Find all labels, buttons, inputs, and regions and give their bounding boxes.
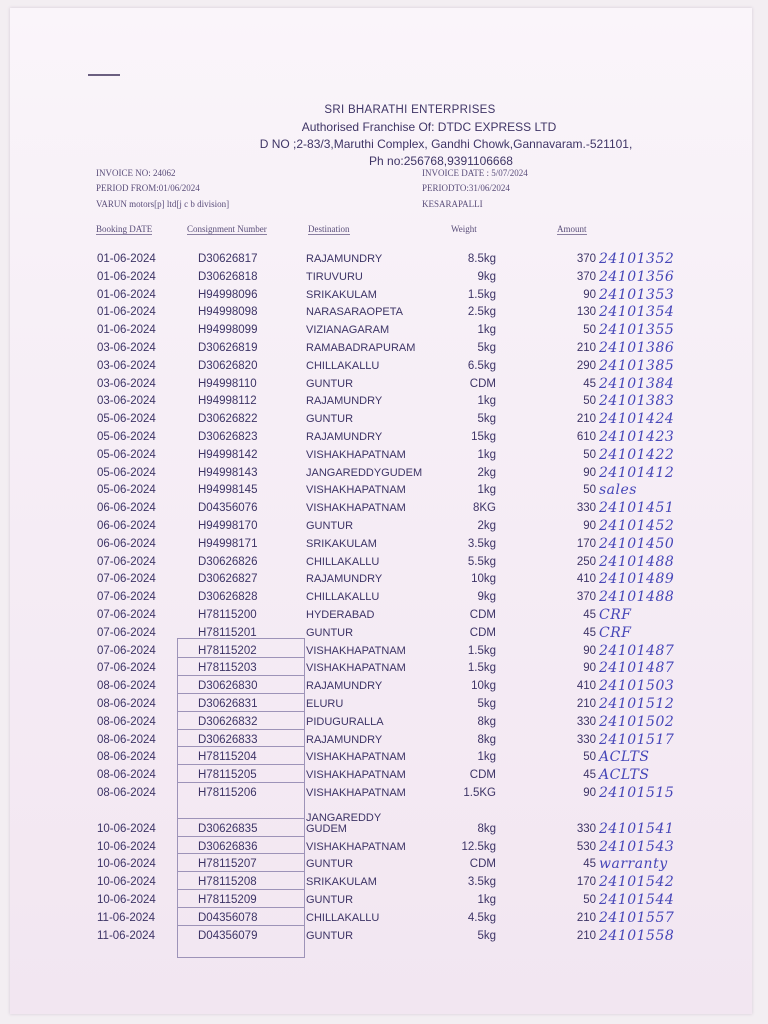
handwritten-note: sales	[599, 482, 637, 499]
destination: ELURU	[306, 698, 344, 710]
destination: GUNTUR	[306, 858, 354, 871]
destination: RAJAMUNDRY	[306, 573, 383, 586]
invoice-header	[10, 102, 752, 170]
weight: 1.5kg	[467, 662, 496, 675]
destination: VISHAKHAPATNAM	[306, 751, 406, 764]
weight: 2kg	[477, 466, 496, 479]
amount: 250	[576, 555, 596, 568]
consignment-number: D30626823	[198, 431, 258, 443]
amount: 210	[576, 911, 596, 924]
consignment-number: D04356079	[198, 929, 258, 942]
handwritten-note: 24101503	[599, 678, 675, 695]
handwritten-note: 24101383	[599, 393, 675, 410]
handwritten-note: 24101541	[599, 820, 675, 837]
destination: GUNTUR	[306, 520, 354, 532]
booking-date: 10-06-2024	[97, 876, 156, 889]
consignment-number: D30626828	[198, 591, 258, 604]
weight: 8.5kg	[467, 253, 496, 265]
consignment-number: D30626832	[198, 715, 258, 728]
weight: 10kg	[471, 680, 496, 693]
amount: 90	[583, 787, 596, 799]
booking-date: 01-06-2024	[97, 270, 156, 283]
weight: 6.5kg	[467, 359, 496, 372]
handwritten-note: 24101557	[599, 909, 675, 926]
booking-date: 07-06-2024	[97, 662, 156, 675]
weight: 10kg	[471, 573, 496, 586]
amount: 210	[576, 698, 596, 710]
amount: 50	[583, 395, 596, 408]
consignment-number: D30626820	[198, 359, 258, 372]
booking-date: 03-06-2024	[97, 395, 156, 408]
weight: 1kg	[477, 324, 496, 337]
weight: 5.5kg	[467, 555, 496, 568]
booking-date: 05-06-2024	[97, 413, 156, 426]
destination: RAJAMUNDRY	[306, 431, 383, 443]
consignment-number: H94998170	[198, 520, 258, 532]
destination: NARASARAOPETA	[306, 306, 403, 319]
amount: 290	[576, 359, 596, 372]
consignment-number: H94998145	[198, 484, 258, 497]
consignment-number: D30626827	[198, 573, 258, 586]
booking-date: 10-06-2024	[97, 894, 156, 906]
col-header-weight: Weight	[451, 224, 477, 234]
amount: 170	[576, 537, 596, 550]
consignment-number: H78115205	[198, 769, 257, 782]
weight: 12.5kg	[461, 840, 496, 853]
amount: 330	[576, 502, 596, 515]
destination: VISHAKHAPATNAM	[306, 662, 406, 675]
amount: 330	[576, 715, 596, 728]
handwritten-note: ACLTS	[599, 749, 650, 766]
invoice-number: INVOICE NO: 24062	[96, 168, 176, 178]
destination: RAMABADRAPURAM	[306, 342, 416, 354]
weight: 1.5kg	[467, 288, 496, 301]
customer-location: KESARAPALLI	[422, 199, 483, 209]
amount: 610	[576, 431, 596, 443]
booking-date: 05-06-2024	[97, 448, 156, 461]
amount: 90	[583, 288, 596, 301]
destination: GUDEM	[306, 822, 347, 835]
weight: 1kg	[477, 751, 496, 764]
consignment-number: D30626836	[198, 840, 258, 853]
handwritten-note: 24101558	[599, 927, 675, 944]
destination: GUNTUR	[306, 894, 354, 906]
handwritten-note: CRF	[599, 607, 632, 623]
consignment-number: D30626817	[198, 253, 258, 265]
destination: CHILLAKALLU	[306, 591, 380, 604]
amount: 370	[576, 270, 596, 283]
booking-date: 08-06-2024	[97, 680, 156, 693]
amount: 370	[576, 253, 596, 265]
destination: SRIKAKULAM	[306, 288, 377, 301]
handwritten-note: 24101450	[599, 535, 675, 552]
destination: VISHAKHAPATNAM	[306, 787, 406, 799]
amount: 330	[576, 822, 596, 835]
handwritten-note: 24101515	[599, 785, 675, 801]
weight: CDM	[469, 769, 496, 782]
consignment-number: D04356076	[198, 502, 258, 515]
consignment-number: H94998110	[198, 377, 257, 390]
weight: 8KG	[472, 502, 496, 515]
booking-date: 01-06-2024	[97, 306, 156, 319]
booking-date: 01-06-2024	[97, 324, 156, 337]
amount: 45	[583, 858, 596, 871]
weight: 1kg	[477, 894, 496, 906]
destination: VIZIANAGARAM	[306, 324, 390, 337]
booking-date: 06-06-2024	[97, 520, 156, 532]
weight: 1.5kg	[467, 644, 496, 657]
weight: 2.5kg	[467, 306, 496, 319]
weight: 5kg	[477, 929, 496, 942]
destination: GUNTUR	[306, 413, 354, 426]
consignment-number: H94998096	[198, 288, 258, 301]
weight: 9kg	[477, 270, 496, 283]
amount: 45	[583, 377, 596, 390]
handwritten-note: 24101542	[599, 874, 675, 891]
booking-date: 03-06-2024	[97, 359, 156, 372]
col-header-date: Booking DATE	[96, 224, 153, 234]
amount: 50	[583, 484, 596, 497]
consignment-number: D30626833	[198, 733, 258, 746]
weight: 1.5KG	[463, 787, 496, 799]
booking-date: 11-06-2024	[97, 929, 155, 942]
destination: VISHAKHAPATNAM	[306, 502, 406, 515]
handwritten-note: 24101353	[599, 286, 675, 303]
period-from: PERIOD FROM:01/06/2024	[96, 183, 200, 193]
amount: 45	[583, 626, 596, 639]
destination: RAJAMUNDRY	[306, 395, 383, 408]
destination: VISHAKHAPATNAM	[306, 448, 406, 461]
amount: 410	[576, 680, 596, 693]
consignment-number: D30626818	[198, 270, 258, 283]
handwritten-note: warranty	[599, 856, 668, 873]
destination: GUNTUR	[306, 929, 354, 942]
handwritten-note: 24101488	[599, 553, 675, 570]
booking-date: 07-06-2024	[97, 609, 156, 621]
handwritten-note: 24101384	[599, 375, 675, 392]
pen-mark	[88, 74, 120, 76]
booking-date: 07-06-2024	[97, 644, 156, 657]
consignment-number: H78115206	[198, 787, 257, 799]
amount: 210	[576, 413, 596, 426]
weight: 8kg	[477, 715, 496, 728]
weight: 4.5kg	[467, 911, 496, 924]
handwritten-note: 24101422	[599, 446, 675, 463]
weight: 5kg	[477, 413, 496, 426]
wrapped-destination: JANGAREDDY	[306, 812, 382, 824]
handwritten-note: 24101451	[599, 500, 675, 517]
booking-date: 07-06-2024	[97, 591, 156, 604]
handwritten-note: 24101423	[599, 429, 675, 445]
consignment-number: H94998099	[198, 324, 258, 337]
booking-date: 05-06-2024	[97, 484, 156, 497]
amount: 50	[583, 751, 596, 764]
destination: SRIKAKULAM	[306, 876, 377, 889]
handwritten-note: 24101489	[599, 571, 675, 588]
weight: 3.5kg	[467, 537, 496, 550]
handwritten-note: 24101487	[599, 660, 675, 677]
handwritten-note: 24101502	[599, 713, 675, 730]
weight: CDM	[469, 609, 496, 621]
destination: PIDUGURALLA	[306, 715, 384, 728]
weight: CDM	[469, 858, 496, 871]
col-header-amount: Amount	[557, 224, 587, 234]
weight: 3.5kg	[467, 876, 496, 889]
handwritten-note: 24101352	[599, 251, 675, 267]
weight: 2kg	[477, 520, 496, 532]
consignment-number: H78115202	[198, 644, 257, 657]
col-header-destination: Destination	[308, 224, 350, 234]
amount: 370	[576, 591, 596, 604]
consignment-number: D30626830	[198, 680, 258, 693]
destination: HYDERABAD	[306, 609, 375, 621]
destination: TIRUVURU	[306, 270, 363, 283]
destination: VISHAKHAPATNAM	[306, 644, 406, 657]
amount: 530	[576, 840, 596, 853]
consignment-number: D30626831	[198, 698, 258, 710]
weight: CDM	[469, 377, 496, 390]
booking-date: 07-06-2024	[97, 555, 156, 568]
consignment-number: H94998171	[198, 537, 258, 550]
consignment-number: H78115204	[198, 751, 257, 764]
consignment-number: H94998142	[198, 448, 258, 461]
invoice-sheet	[10, 8, 752, 1014]
booking-date: 03-06-2024	[97, 342, 156, 354]
destination: CHILLAKALLU	[306, 555, 380, 568]
booking-date: 06-06-2024	[97, 537, 156, 550]
booking-date: 10-06-2024	[97, 858, 156, 871]
destination: VISHAKHAPATNAM	[306, 769, 406, 782]
handwritten-note: 24101385	[599, 357, 675, 374]
booking-date: 08-06-2024	[97, 733, 156, 746]
booking-date: 07-06-2024	[97, 626, 156, 639]
amount: 45	[583, 769, 596, 782]
amount: 45	[583, 609, 596, 621]
col-header-consignment: Consignment Number	[187, 224, 267, 234]
amount: 90	[583, 520, 596, 532]
weight: CDM	[469, 626, 496, 639]
handwritten-note: 24101488	[599, 589, 675, 606]
handwritten-note: ACLTS	[599, 767, 650, 784]
handwritten-note: 24101543	[599, 838, 675, 855]
booking-date: 08-06-2024	[97, 787, 156, 799]
weight: 8kg	[477, 822, 496, 835]
weight: 5kg	[477, 698, 496, 710]
box-grid-line	[177, 818, 304, 819]
handwritten-note: 24101512	[599, 696, 675, 712]
consignment-number: D30626835	[198, 822, 258, 835]
handwritten-note: 24101356	[599, 268, 675, 285]
booking-date: 07-06-2024	[97, 573, 156, 586]
consignment-number: H78115203	[198, 662, 257, 675]
destination: RAJAMUNDRY	[306, 733, 383, 746]
booking-date: 01-06-2024	[97, 253, 156, 265]
booking-date: 06-06-2024	[97, 502, 156, 515]
destination: RAJAMUNDRY	[306, 253, 383, 265]
booking-date: 10-06-2024	[97, 840, 156, 853]
amount: 410	[576, 573, 596, 586]
phone-line: Ph no:256768,9391106668	[369, 154, 513, 168]
booking-date: 08-06-2024	[97, 751, 156, 764]
consignment-number: D30626822	[198, 413, 258, 426]
weight: 9kg	[477, 591, 496, 604]
company-name: SRI BHARATHI ENTERPRISES	[324, 104, 496, 116]
handwritten-note: 24101355	[599, 322, 675, 339]
destination: JANGAREDDYGUDEM	[306, 466, 423, 479]
period-to: PERIODTO:31/06/2024	[422, 183, 510, 193]
destination: GUNTUR	[306, 377, 354, 390]
handwritten-note: 24101424	[599, 411, 675, 428]
amount: 50	[583, 894, 596, 906]
amount: 50	[583, 324, 596, 337]
destination: RAJAMUNDRY	[306, 680, 383, 693]
booking-date: 03-06-2024	[97, 377, 156, 390]
destination: CHILLAKALLU	[306, 359, 380, 372]
consignment-number: H94998112	[198, 395, 257, 408]
customer-name: VARUN motors[p] ltd[j c b division]	[96, 199, 230, 209]
destination: GUNTUR	[306, 626, 354, 639]
consignment-number: H78115200	[198, 609, 257, 621]
consignment-number: H78115201	[198, 626, 257, 639]
invoice-date: INVOICE DATE : 5/07/2024	[422, 168, 528, 178]
destination: VISHAKHAPATNAM	[306, 484, 406, 497]
address-line: D NO ;2-83/3,Maruthi Complex, Gandhi Chowk,Gannavaram.-521101,	[259, 137, 633, 151]
destination: VISHAKHAPATNAM	[306, 840, 406, 853]
weight: 5kg	[477, 342, 496, 354]
weight: 1kg	[477, 395, 496, 408]
handwritten-note: 24101544	[599, 892, 675, 908]
amount: 50	[583, 448, 596, 461]
consignment-number: H78115207	[198, 858, 257, 871]
weight: 1kg	[477, 484, 496, 497]
consignment-number: H78115208	[198, 876, 257, 889]
booking-date: 01-06-2024	[97, 288, 156, 301]
amount: 330	[576, 733, 596, 746]
amount: 210	[576, 342, 596, 354]
amount: 90	[583, 662, 596, 675]
weight: 1kg	[477, 448, 496, 461]
handwritten-note: 24101517	[599, 731, 675, 748]
booking-date: 08-06-2024	[97, 698, 156, 710]
amount: 170	[576, 876, 596, 889]
booking-date: 11-06-2024	[97, 911, 155, 924]
consignment-number: H94998143	[198, 466, 258, 479]
amount: 90	[583, 644, 596, 657]
consignment-number: D30626826	[198, 555, 258, 568]
weight: 8kg	[477, 733, 496, 746]
consignment-number: H78115209	[198, 894, 257, 906]
handwritten-note: 24101412	[599, 464, 675, 481]
handwritten-note: 24101487	[599, 642, 675, 659]
handwritten-note: 24101452	[599, 518, 675, 534]
handwritten-note: 24101354	[599, 304, 675, 321]
booking-date: 05-06-2024	[97, 431, 156, 443]
booking-date: 08-06-2024	[97, 769, 156, 782]
amount: 130	[576, 306, 596, 319]
franchise-line: Authorised Franchise Of: DTDC EXPRESS LTD	[301, 120, 557, 134]
destination: CHILLAKALLU	[306, 911, 380, 924]
weight: 15kg	[471, 431, 496, 443]
handwritten-note: CRF	[599, 624, 632, 641]
consignment-number: D30626819	[198, 342, 258, 354]
amount: 90	[583, 466, 596, 479]
amount: 210	[576, 929, 596, 942]
consignment-number: D04356078	[198, 911, 258, 924]
booking-date: 08-06-2024	[97, 715, 156, 728]
booking-date: 10-06-2024	[97, 822, 156, 835]
destination: SRIKAKULAM	[306, 537, 377, 550]
handwritten-note: 24101386	[599, 340, 675, 356]
consignment-number: H94998098	[198, 306, 258, 319]
booking-date: 05-06-2024	[97, 466, 156, 479]
